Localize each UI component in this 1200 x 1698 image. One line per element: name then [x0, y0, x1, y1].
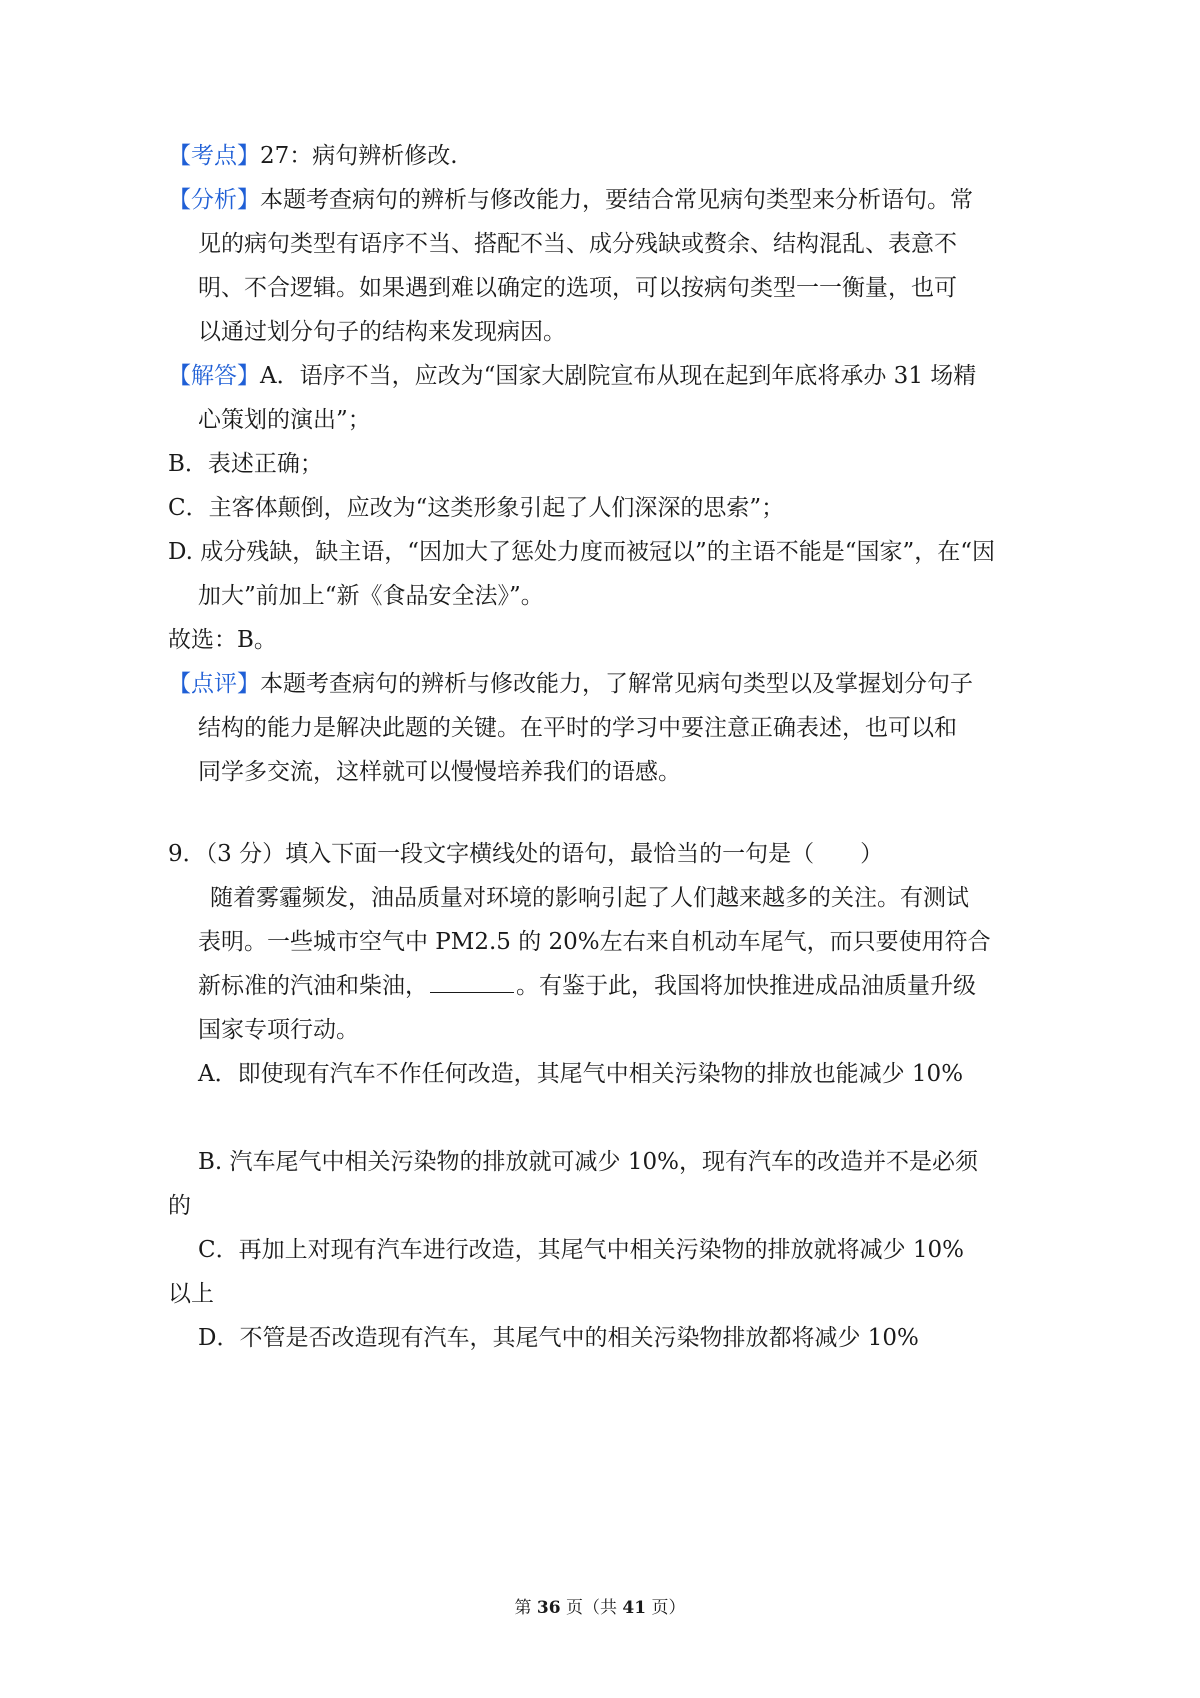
passage-line-2: 表明。一些城市空气中 PM2.5 的 20%左右来自机动车尾气，而只要使用符合: [198, 929, 991, 955]
page-footer: [0, 1596, 1200, 1620]
dianping-line-1: [168, 660, 973, 708]
dianping-tag: 【点评】: [168, 671, 260, 697]
kaodian-text: 27：病句辨析修改.: [260, 143, 458, 169]
jieda-b: B．表述正确；: [168, 451, 323, 477]
fenxi-tag: 【分析】: [168, 187, 260, 213]
passage-line-1: 随着雾霾频发，油品质量对环境的影响引起了人们越来越多的关注。有测试: [210, 885, 969, 911]
footer-page-number: 36: [536, 1598, 561, 1618]
option-a: A．即使现有汽车不作任何改造，其尾气中相关污染物的排放也能减少 10%: [198, 1061, 964, 1087]
dianping-line-3: 同学多交流，这样就可以慢慢培养我们的语感。: [198, 759, 681, 785]
fenxi-text-1: 本题考查病句的辨析与修改能力，要结合常见病句类型来分析语句。常: [260, 187, 973, 213]
jieda-line-1: [168, 352, 976, 400]
passage-line-3-before: 新标准的汽油和柴油，: [198, 973, 428, 999]
question-9-stem: 9．（3 分）填入下面一段文字横线处的语句，最恰当的一句是（ ）: [168, 841, 884, 867]
option-c-line-1: C．再加上对现有汽车进行改造，其尾气中相关污染物的排放就将减少 10%: [198, 1237, 965, 1263]
kaodian-line: [168, 132, 458, 180]
option-b-line-1: B. 汽车尾气中相关污染物的排放就可减少 10%，现有汽车的改造并不是必须: [198, 1149, 978, 1175]
dianping-line-2: 结构的能力是解决此题的关键。在平时的学习中要注意正确表述，也可以和: [198, 715, 957, 741]
jieda-answer: 故选：B。: [168, 627, 277, 653]
footer-suffix: 页）: [646, 1598, 686, 1618]
jieda-a-line-2: 心策划的演出”；: [198, 407, 371, 433]
fenxi-line-3: 明、不合逻辑。如果遇到难以确定的选项，可以按病句类型一一衡量，也可: [198, 275, 957, 301]
kaodian-tag: 【考点】: [168, 143, 260, 169]
jieda-a-text-1: A．语序不当，应改为“国家大剧院宣布从现在起到年底将承办 31 场精: [260, 363, 977, 389]
passage-line-3-after: 。有鉴于此，我国将加快推进成品油质量升级: [516, 973, 976, 999]
dianping-text-1: 本题考查病句的辨析与修改能力，了解常见病句类型以及掌握划分句子: [260, 671, 973, 697]
fill-in-blank: [430, 970, 514, 993]
jieda-d-line-1: D. 成分残缺，缺主语，“因加大了惩处力度而被冠以”的主语不能是“国家”，在“因: [168, 539, 996, 565]
footer-total-pages: 41: [622, 1598, 647, 1618]
option-c-line-2: 以上: [168, 1281, 214, 1307]
jieda-c: C．主客体颠倒，应改为“这类形象引起了人们深深的思索”；: [168, 495, 785, 521]
passage-line-3: [198, 962, 976, 1010]
option-d: D．不管是否改造现有汽车，其尾气中的相关污染物排放都将减少 10%: [198, 1325, 919, 1351]
jieda-d-line-2: 加大”前加上“新《食品安全法》”。: [198, 583, 544, 609]
fenxi-line-4: 以通过划分句子的结构来发现病因。: [198, 319, 566, 345]
footer-middle: 页（共: [560, 1598, 623, 1618]
passage-line-4: 国家专项行动。: [198, 1017, 359, 1043]
fenxi-line-2: 见的病句类型有语序不当、搭配不当、成分残缺或赘余、结构混乱、表意不: [198, 231, 957, 257]
fenxi-line-1: [168, 176, 973, 224]
footer-prefix: 第: [514, 1598, 537, 1618]
jieda-tag: 【解答】: [168, 363, 260, 389]
option-b-line-2: 的: [168, 1193, 191, 1219]
